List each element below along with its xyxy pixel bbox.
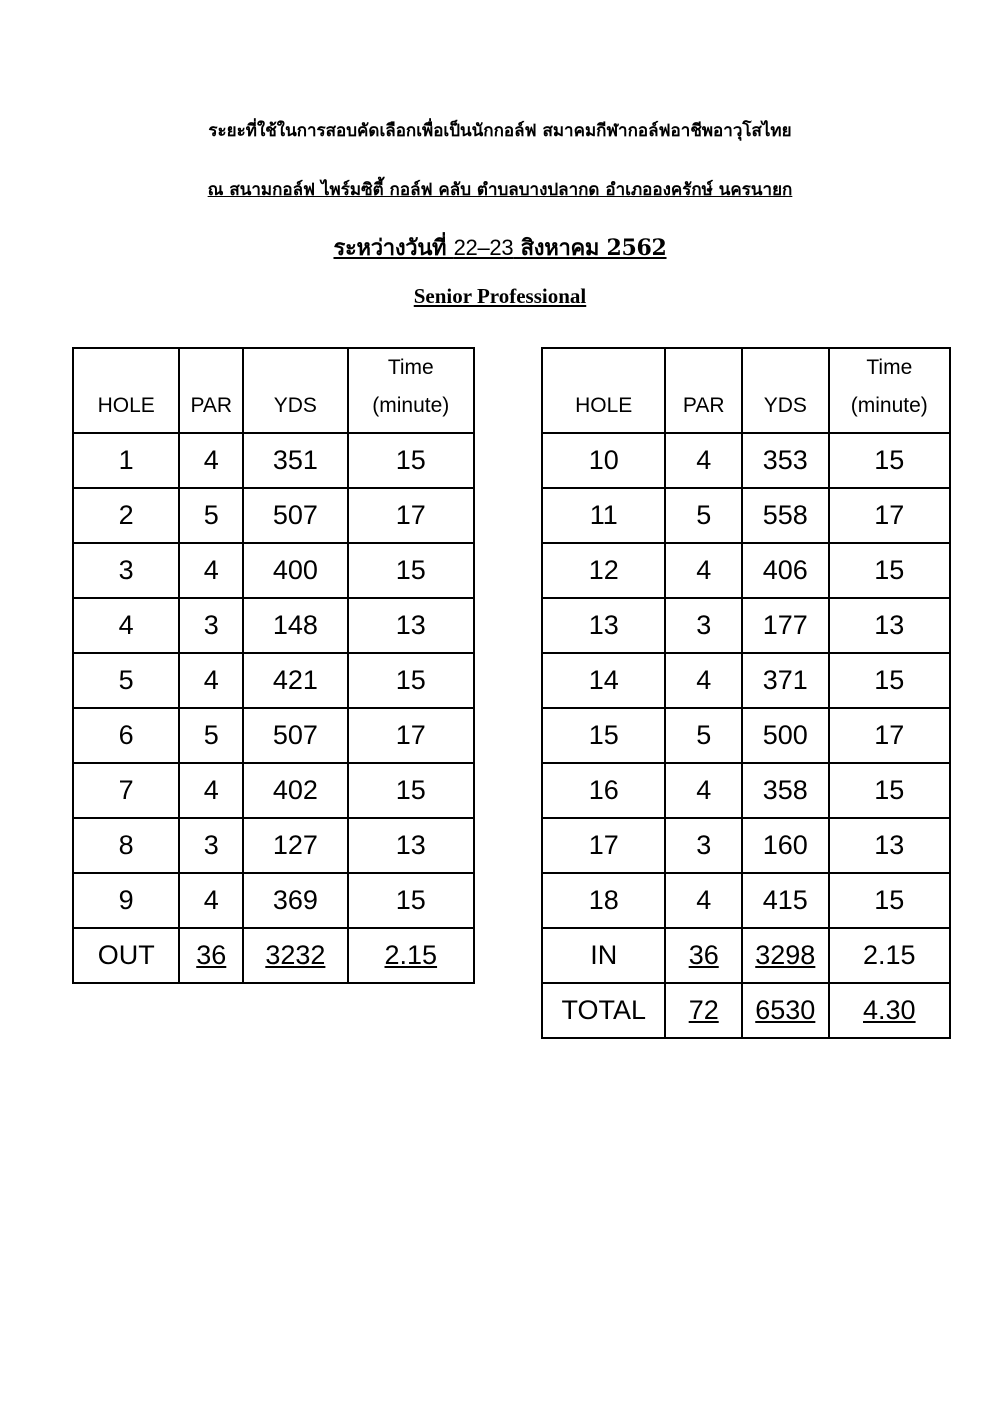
in-total-row xyxy=(542,928,950,983)
time-cell: 15 xyxy=(829,873,950,928)
yds-cell: 402 xyxy=(243,763,347,818)
in-par-value: 36 xyxy=(688,940,719,970)
par-cell: 4 xyxy=(179,653,243,708)
par-cell: 3 xyxy=(665,598,742,653)
par-cell: 4 xyxy=(665,653,742,708)
time-cell: 15 xyxy=(348,543,474,598)
par-cell: 4 xyxy=(665,433,742,488)
out-par-value: 36 xyxy=(196,940,227,970)
table-row xyxy=(542,873,950,928)
yds-cell: 127 xyxy=(243,818,347,873)
time-cell: 15 xyxy=(829,433,950,488)
yds-cell: 358 xyxy=(742,763,829,818)
table-row xyxy=(73,873,474,928)
table-row xyxy=(542,763,950,818)
table-header-row xyxy=(542,348,950,433)
par-cell: 4 xyxy=(179,433,243,488)
yds-cell: 177 xyxy=(742,598,829,653)
header-time-unit: (minute) xyxy=(372,394,450,417)
table-row xyxy=(73,543,474,598)
hole-cell: 15 xyxy=(542,708,665,763)
in-label: IN xyxy=(542,928,665,983)
out-yds-value: 3232 xyxy=(265,940,326,970)
hole-cell: 6 xyxy=(73,708,179,763)
table-row xyxy=(542,488,950,543)
yds-cell: 369 xyxy=(243,873,347,928)
yds-cell: 148 xyxy=(243,598,347,653)
yds-cell: 558 xyxy=(742,488,829,543)
time-cell: 15 xyxy=(348,653,474,708)
time-cell: 17 xyxy=(829,708,950,763)
in-yds-value: 3298 xyxy=(755,940,816,970)
par-cell: 4 xyxy=(665,873,742,928)
time-cell: 17 xyxy=(829,488,950,543)
yds-cell: 507 xyxy=(243,708,347,763)
grand-yds-value: 6530 xyxy=(755,995,816,1025)
header-time xyxy=(829,348,950,433)
time-cell: 15 xyxy=(348,763,474,818)
in-yds-total xyxy=(742,928,829,983)
yds-cell: 400 xyxy=(243,543,347,598)
hole-cell: 1 xyxy=(73,433,179,488)
out-time-total xyxy=(348,928,474,983)
yds-cell: 160 xyxy=(742,818,829,873)
yds-cell: 500 xyxy=(742,708,829,763)
header-time xyxy=(348,348,474,433)
time-cell: 15 xyxy=(348,433,474,488)
hole-cell: 3 xyxy=(73,543,179,598)
table-row xyxy=(73,488,474,543)
time-cell: 17 xyxy=(348,708,474,763)
hole-cell: 7 xyxy=(73,763,179,818)
hole-cell: 9 xyxy=(73,873,179,928)
header-par: PAR xyxy=(665,348,742,433)
header-yds: YDS xyxy=(742,348,829,433)
table-row xyxy=(542,543,950,598)
time-cell: 15 xyxy=(348,873,474,928)
par-cell: 3 xyxy=(179,818,243,873)
date-month-year: สิงหาคม 2562 xyxy=(513,235,667,261)
table-header-row xyxy=(73,348,474,433)
par-cell: 3 xyxy=(179,598,243,653)
yds-cell: 371 xyxy=(742,653,829,708)
hole-cell: 10 xyxy=(542,433,665,488)
table-row xyxy=(542,818,950,873)
yds-cell: 406 xyxy=(742,543,829,598)
in-par-total xyxy=(665,928,742,983)
header-par: PAR xyxy=(179,348,243,433)
time-cell: 13 xyxy=(829,598,950,653)
table-row xyxy=(542,708,950,763)
date-range: 22–23 xyxy=(453,235,514,260)
header-hole: HOLE xyxy=(73,348,179,433)
table-row xyxy=(73,763,474,818)
time-cell: 13 xyxy=(348,818,474,873)
hole-cell: 11 xyxy=(542,488,665,543)
par-cell: 5 xyxy=(665,488,742,543)
header-yds: YDS xyxy=(243,348,347,433)
header-time-unit: (minute) xyxy=(850,394,928,417)
table-row xyxy=(542,433,950,488)
out-yds-total xyxy=(243,928,347,983)
date-line xyxy=(0,230,1000,265)
venue-line: ณ สนามกอล์ฟ ไพร์มซิตี้ กอล์ฟ คลับ ตำบลบางปลากด อำเภอองครักษ์ นครนายก xyxy=(207,180,793,200)
par-cell: 4 xyxy=(665,543,742,598)
table-row xyxy=(73,433,474,488)
date-prefix: ระหว่างวันที่ xyxy=(333,235,454,261)
grand-time-value: 4.30 xyxy=(863,995,916,1025)
hole-cell: 16 xyxy=(542,763,665,818)
back-nine-table xyxy=(541,347,951,1039)
division-title: Senior Professional xyxy=(413,284,587,308)
grand-yds-total xyxy=(742,983,829,1038)
par-cell: 4 xyxy=(179,763,243,818)
hole-cell: 12 xyxy=(542,543,665,598)
header-hole: HOLE xyxy=(542,348,665,433)
title-line-1: ระยะที่ใช้ในการสอบคัดเลือกเพื่อเป็นนักกอล์ฟ สมาคมกีฬากอล์ฟอาชีพอาวุโสไทย xyxy=(208,121,792,141)
table-row xyxy=(542,653,950,708)
hole-cell: 5 xyxy=(73,653,179,708)
hole-cell: 2 xyxy=(73,488,179,543)
yds-cell: 351 xyxy=(243,433,347,488)
par-cell: 5 xyxy=(179,488,243,543)
par-cell: 3 xyxy=(665,818,742,873)
par-cell: 4 xyxy=(179,873,243,928)
yds-cell: 421 xyxy=(243,653,347,708)
time-cell: 15 xyxy=(829,543,950,598)
out-time-value: 2.15 xyxy=(384,940,438,970)
time-cell: 15 xyxy=(829,763,950,818)
table-row xyxy=(73,708,474,763)
header-time-label: Time xyxy=(387,356,434,379)
hole-cell: 14 xyxy=(542,653,665,708)
grand-total-row xyxy=(542,983,950,1038)
in-time-total: 2.15 xyxy=(829,928,950,983)
par-cell: 4 xyxy=(179,543,243,598)
hole-cell: 4 xyxy=(73,598,179,653)
out-par-total xyxy=(179,928,243,983)
hole-cell: 8 xyxy=(73,818,179,873)
table-row xyxy=(73,598,474,653)
table-row xyxy=(73,653,474,708)
yds-cell: 507 xyxy=(243,488,347,543)
hole-cell: 18 xyxy=(542,873,665,928)
out-label: OUT xyxy=(73,928,179,983)
time-cell: 13 xyxy=(829,818,950,873)
hole-cell: 17 xyxy=(542,818,665,873)
hole-cell: 13 xyxy=(542,598,665,653)
header-time-label: Time xyxy=(866,356,913,379)
yds-cell: 415 xyxy=(742,873,829,928)
table-row xyxy=(73,818,474,873)
par-cell: 5 xyxy=(665,708,742,763)
grand-par-total xyxy=(665,983,742,1038)
par-cell: 4 xyxy=(665,763,742,818)
front-nine-table xyxy=(72,347,475,984)
time-cell: 13 xyxy=(348,598,474,653)
yds-cell: 353 xyxy=(742,433,829,488)
grand-total-label: TOTAL xyxy=(542,983,665,1038)
grand-time-total xyxy=(829,983,950,1038)
time-cell: 15 xyxy=(829,653,950,708)
grand-par-value: 72 xyxy=(688,995,719,1025)
table-row xyxy=(542,598,950,653)
out-total-row xyxy=(73,928,474,983)
par-cell: 5 xyxy=(179,708,243,763)
time-cell: 17 xyxy=(348,488,474,543)
